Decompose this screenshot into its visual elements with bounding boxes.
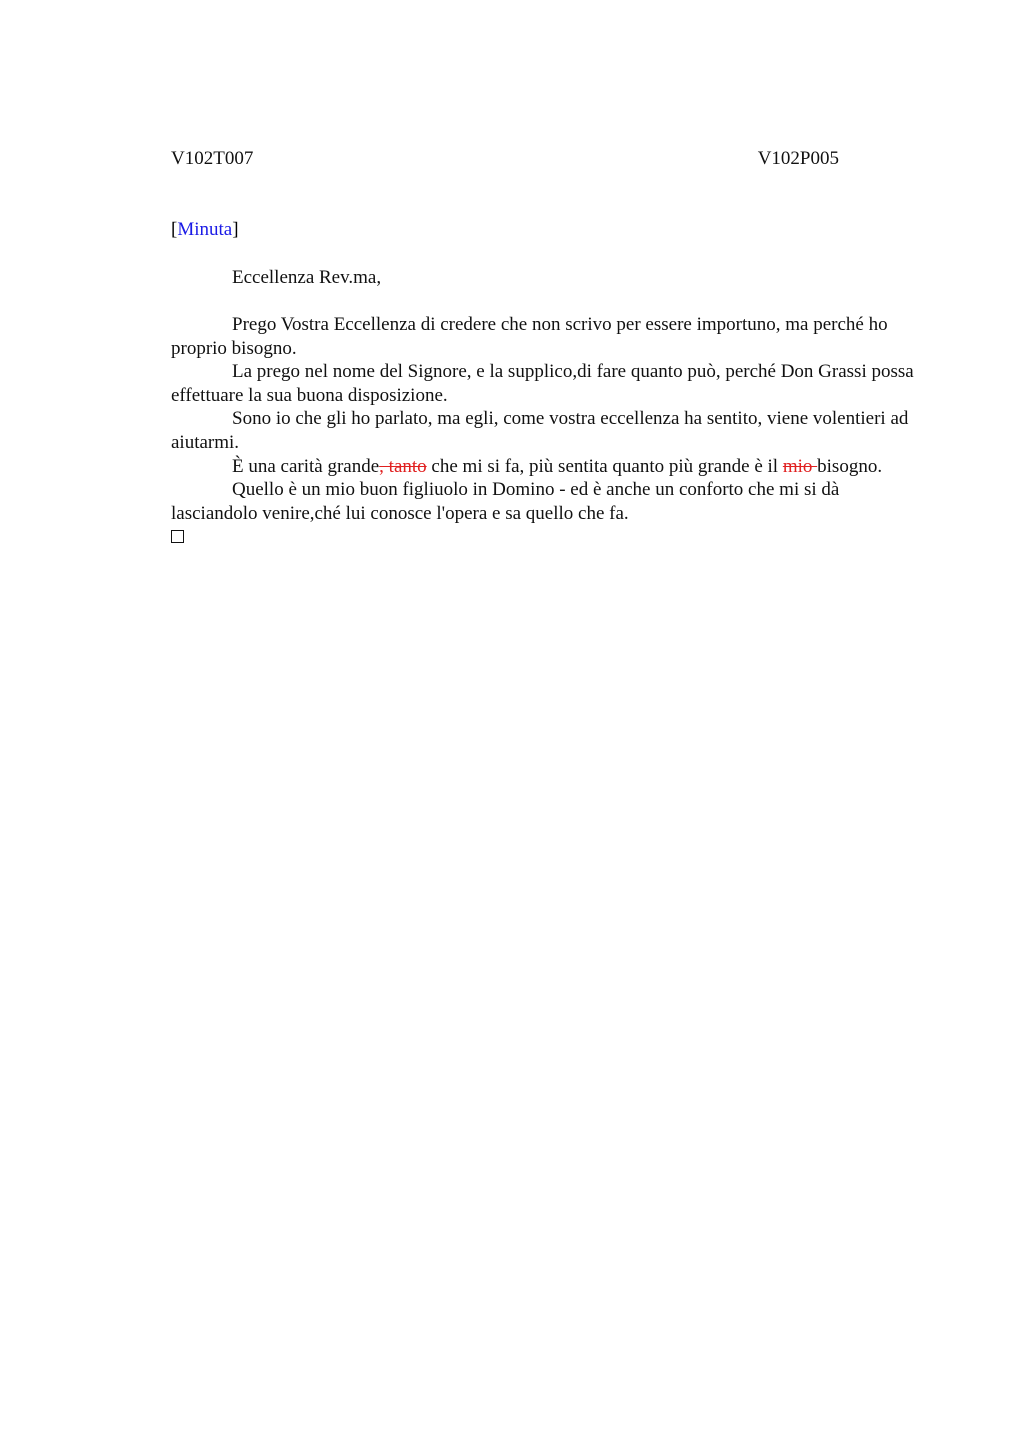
- paragraph-1: Prego Vostra Eccellenza di credere che non scrivo per essere importuno, ma perché ho proprio bisogno.: [171, 314, 888, 359]
- deleted-text-mio: mio: [782, 455, 818, 477]
- salutation: Eccellenza Rev.ma,: [232, 267, 382, 288]
- letter-body: [171, 313, 927, 543]
- draft-label-word: Minuta: [177, 219, 233, 240]
- paragraph-3: Sono io che gli ho parlato, ma egli, come vostra eccellenza ha sentito, viene volentieri ad aiutarmi.: [171, 408, 909, 453]
- paragraph-4: [171, 455, 927, 479]
- document-header: [171, 147, 839, 171]
- paragraph-4-text-b: che mi si fa, più sentita quanto più grande è il: [426, 455, 783, 477]
- paragraph-4-text-a: È una carità grande: [232, 455, 380, 477]
- empty-square-icon: [171, 530, 184, 543]
- draft-label-open-bracket: [: [171, 219, 178, 240]
- deleted-text-tanto: , tanto: [379, 455, 427, 477]
- draft-label: [171, 218, 239, 242]
- document-code-right: V102P005: [757, 148, 839, 169]
- paragraph-5: Quello è un mio buon figliuolo in Domino - ed è anche un conforto che mi si dà lasciandolo venire,ché lui conosce l'opera e sa quello che fa.: [171, 479, 840, 524]
- draft-label-close-bracket: ]: [232, 219, 239, 240]
- paragraph-2: La prego nel nome del Signore, e la supplico,di fare quanto può, perché Don Grassi possa effettuare la sua buona disposizione.: [171, 361, 914, 406]
- document-code-left: V102T007: [171, 148, 254, 169]
- paragraph-4-text-c: bisogno.: [817, 455, 883, 477]
